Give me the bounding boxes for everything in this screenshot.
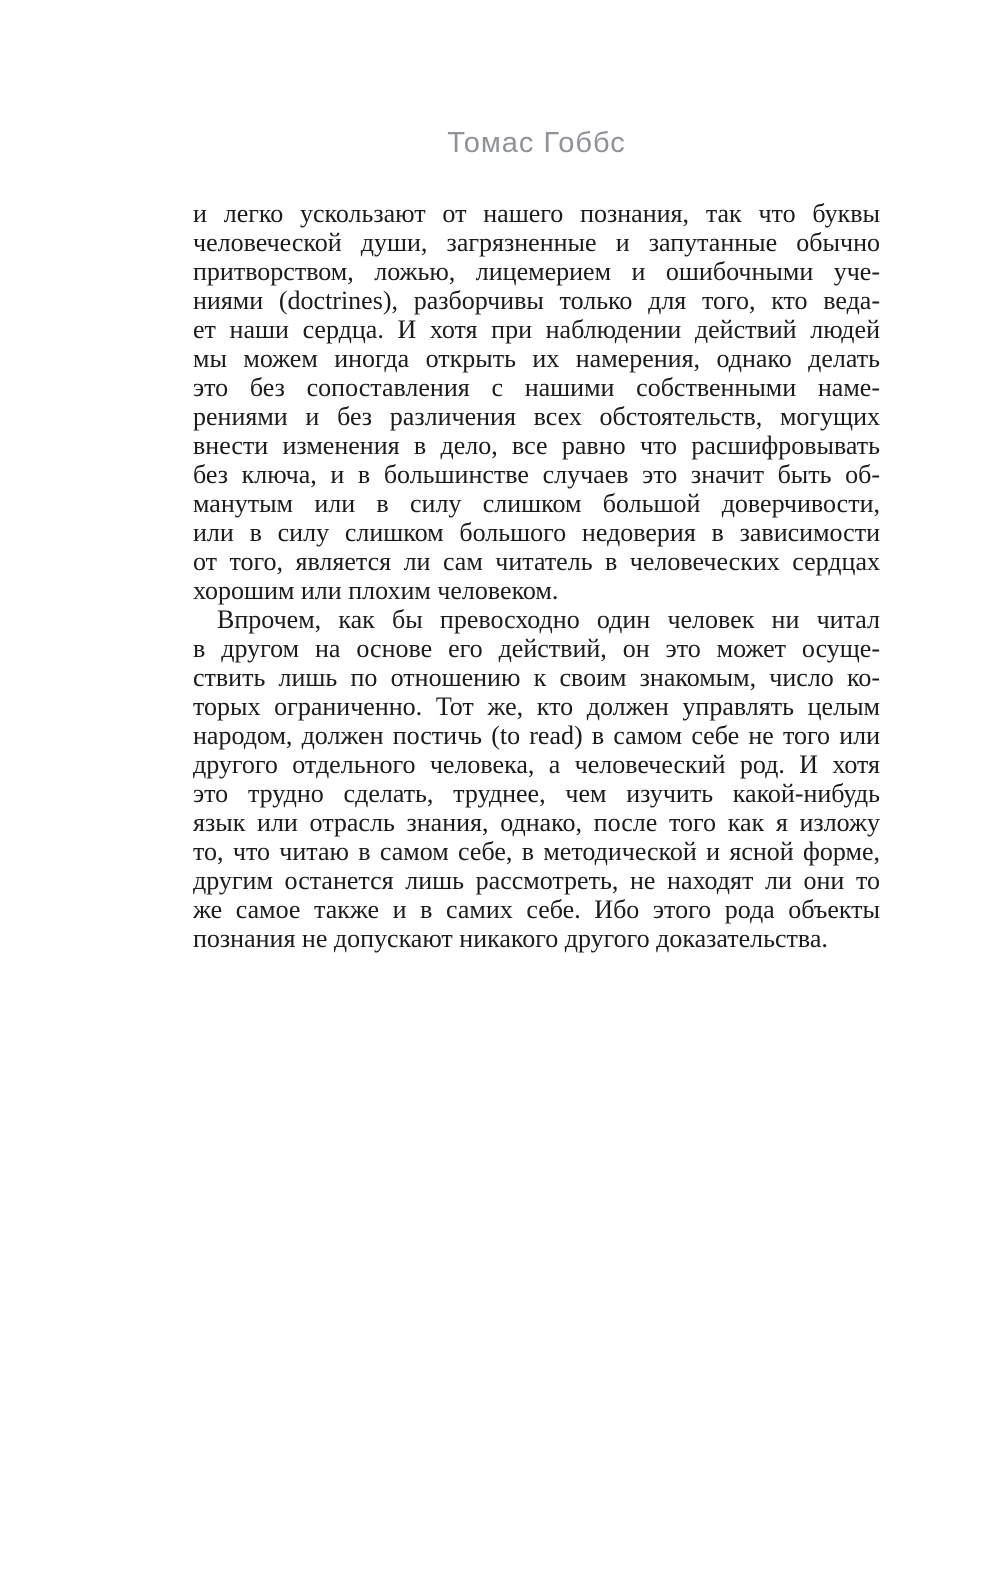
text-line: от того, является ли сам читатель в человеческих сердцах <box>193 547 880 576</box>
text-line: и легко ускользают от нашего познания, так что буквы <box>193 199 880 228</box>
text-line: хорошим или плохим человеком. <box>193 576 559 605</box>
text-line: мы можем иногда открыть их намерения, однако делать <box>193 344 880 373</box>
text-line: или в силу слишком большого недоверия в зависимости <box>193 518 880 547</box>
text-line: другого отдельного человека, а человеческий род. И хотя <box>193 750 880 779</box>
text-line: народом, должен постичь (to read) в самом себе не того или <box>193 721 880 750</box>
text-line: это без сопоставления с нашими собственными наме- <box>193 373 880 402</box>
text-line: познания не допускают никакого другого доказательства. <box>193 924 828 953</box>
text-line: ниями (doctrines), разборчивы только для того, кто веда- <box>193 286 880 315</box>
text-line: язык или отрасль знания, однако, после того как я изложу <box>193 808 880 837</box>
text-line: другим останется лишь рассмотреть, не находят ли они то <box>193 866 880 895</box>
text-line: ствить лишь по отношению к своим знакомым, число ко- <box>193 663 880 692</box>
text-line: то, что читаю в самом себе, в методической и ясной форме, <box>193 837 880 866</box>
text-line: же самое также и в самих себе. Ибо этого рода объекты <box>193 895 880 924</box>
text-line: в другом на основе его действий, он это может осуще- <box>193 634 880 663</box>
text-line: ет наши сердца. И хотя при наблюдении действий людей <box>193 315 880 344</box>
text-line: это трудно сделать, труднее, чем изучить какой-нибудь <box>193 779 880 808</box>
text-line: человеческой души, загрязненные и запутанные обычно <box>193 228 880 257</box>
running-header: Томас Гоббс <box>447 127 626 159</box>
text-line: Впрочем, как бы превосходно один человек ни читал <box>217 605 880 634</box>
text-line: без ключа, и в большинстве случаев это значит быть об- <box>193 460 880 489</box>
text-block <box>193 199 880 953</box>
paragraph <box>193 199 880 605</box>
text-line: внести изменения в дело, все равно что расшифровывать <box>193 431 880 460</box>
text-line: торых ограниченно. Тот же, кто должен управлять целым <box>193 692 880 721</box>
paragraph <box>193 605 880 953</box>
text-line: манутым или в силу слишком большой доверчивости, <box>193 489 880 518</box>
text-line: рениями и без различения всех обстоятельств, могущих <box>193 402 880 431</box>
text-line: притворством, ложью, лицемерием и ошибочными уче- <box>193 257 880 286</box>
